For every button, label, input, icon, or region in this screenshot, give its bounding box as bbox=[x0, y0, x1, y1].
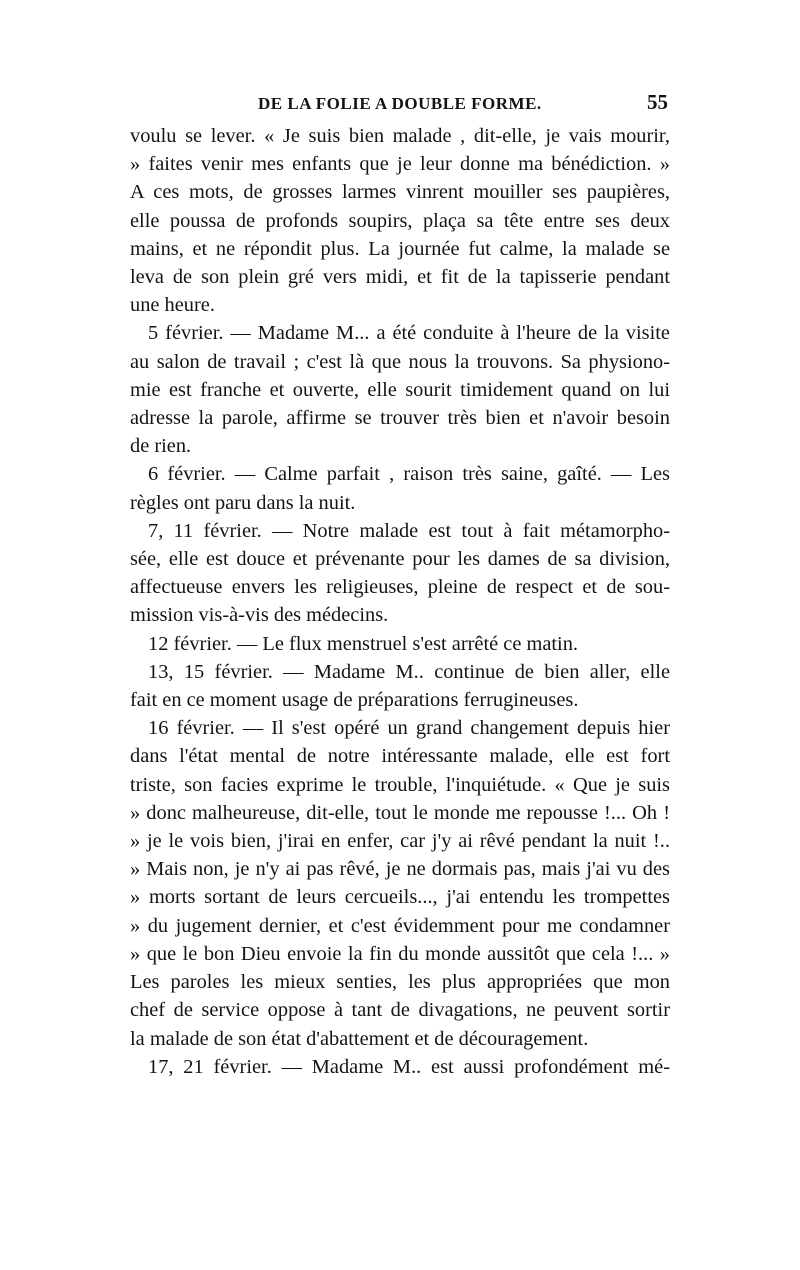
text-line: 6 février. — Calme parfait , raison très saine, gaîté. — Les bbox=[148, 463, 670, 486]
running-head bbox=[130, 88, 670, 122]
text-line: » je le vois bien, j'irai en enfer, car j'y ai rêvé pendant la nuit !.. bbox=[130, 830, 670, 853]
text-line: 16 février. — Il s'est opéré un grand changement depuis hier bbox=[148, 717, 670, 740]
text-line: » morts sortant de leurs cercueils..., j'ai entendu les trompettes bbox=[130, 886, 670, 909]
text-line: adresse la parole, affirme se trouver très bien et n'avoir besoin bbox=[130, 407, 670, 430]
text-line: une heure. bbox=[130, 294, 215, 317]
text-line: mie est franche et ouverte, elle sourit timidement quand on lui bbox=[130, 378, 670, 401]
text-line: » donc malheureuse, dit-elle, tout le monde me repousse !... Oh ! bbox=[130, 801, 670, 824]
text-line: elle poussa de profonds soupirs, plaça sa tête entre ses deux bbox=[130, 209, 670, 232]
text-line: au salon de travail ; c'est là que nous la trouvons. Sa physiono- bbox=[130, 350, 670, 373]
text-line: Les paroles les mieux senties, les plus appropriées que mon bbox=[130, 971, 670, 994]
text-line: leva de son plein gré vers midi, et fit de la tapisserie pendant bbox=[130, 266, 670, 289]
text-line: fait en ce moment usage de préparations ferrugineuses. bbox=[130, 689, 579, 712]
text-line: 17, 21 février. — Madame M.. est aussi profondément mé- bbox=[148, 1055, 670, 1078]
text-line: A ces mots, de grosses larmes vinrent mouiller ses paupières, bbox=[130, 181, 670, 204]
text-line: de rien. bbox=[130, 435, 192, 458]
text-line: 13, 15 février. — Madame M.. continue de bien aller, elle bbox=[148, 660, 670, 683]
text-line: règles ont paru dans la nuit. bbox=[130, 491, 356, 514]
text-line: 7, 11 février. — Notre malade est tout à fait métamorpho- bbox=[148, 519, 670, 542]
text-line: » du jugement dernier, et c'est évidemment pour me condamner bbox=[130, 914, 670, 937]
text-line: 12 février. — Le flux menstruel s'est arrêté ce matin. bbox=[148, 632, 579, 655]
text-line: affectueuse envers les religieuses, pleine de respect et de sou- bbox=[130, 576, 670, 599]
text-line: la malade de son état d'abattement et de découragement. bbox=[130, 1027, 589, 1050]
text-line: sée, elle est douce et prévenante pour les dames de sa division, bbox=[130, 548, 670, 571]
text-line: » Mais non, je n'y ai pas rêvé, je ne dormais pas, mais j'ai vu des bbox=[130, 858, 670, 881]
book-page bbox=[130, 88, 670, 1081]
text-line: 5 février. — Madame M... a été conduite à l'heure de la visite bbox=[148, 322, 670, 345]
text-line: » que le bon Dieu envoie la fin du monde aussitôt que cela !... » bbox=[130, 942, 670, 965]
text-line: triste, son facies exprime le trouble, l'inquiétude. « Que je suis bbox=[130, 773, 670, 796]
text-line: mains, et ne répondit plus. La journée fut calme, la malade se bbox=[130, 237, 670, 260]
text-line: dans l'état mental de notre intéressante malade, elle est fort bbox=[130, 745, 670, 768]
running-title: DE LA FOLIE A DOUBLE FORME. bbox=[258, 94, 542, 113]
page-number: 55 bbox=[647, 90, 668, 114]
text-line: » faites venir mes enfants que je leur donne ma bénédiction. » bbox=[130, 153, 670, 176]
text-line: mission vis-à-vis des médecins. bbox=[130, 604, 389, 627]
text-line: chef de service oppose à tant de divagations, ne peuvent sortir bbox=[130, 999, 670, 1022]
text-line: voulu se lever. « Je suis bien malade , dit-elle, je vais mourir, bbox=[130, 125, 670, 147]
body-text bbox=[130, 122, 670, 1081]
